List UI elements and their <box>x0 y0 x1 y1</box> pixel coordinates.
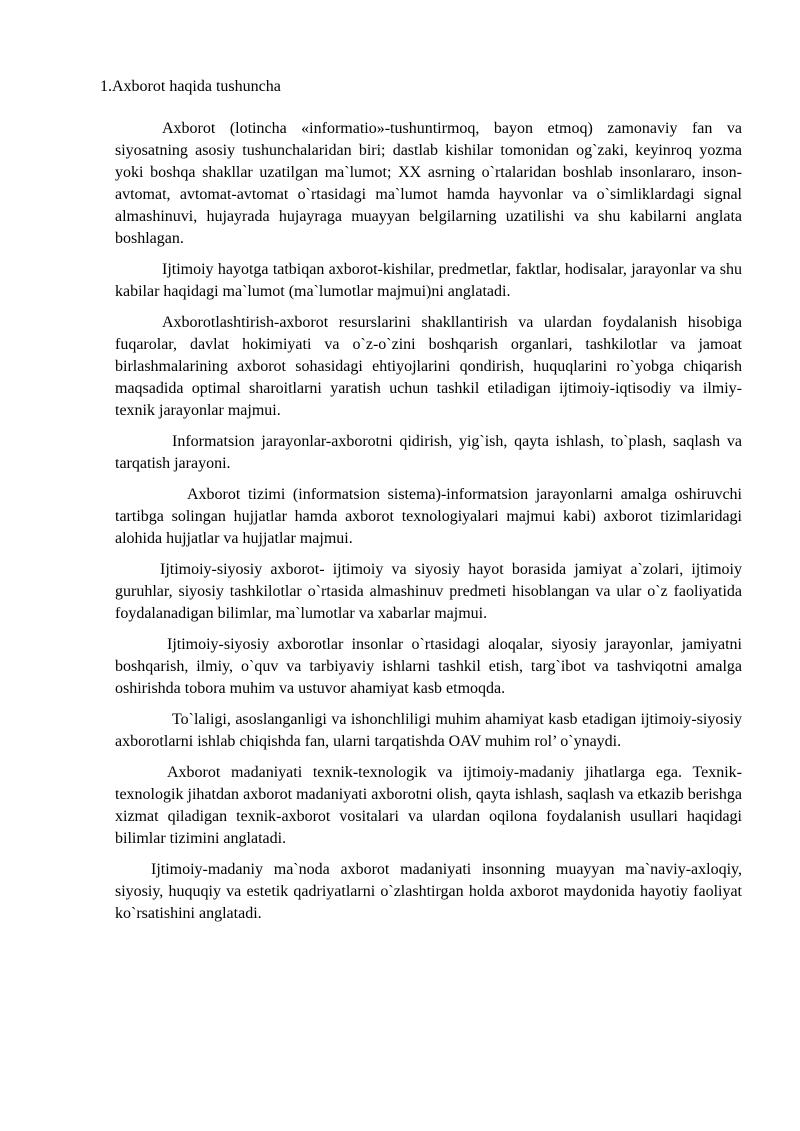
paragraph-informatsion-jarayonlar: Informatsion jarayonlar-axborotni qidirish, yig`ish, qayta ishlash, to`plash, saqlash va tarqatish jarayoni. <box>115 433 742 472</box>
paragraph-axborot-definition: Axborot (lotincha «informatio»-tushuntirmoq, bayon etmoq) zamonaviy fan va siyosatning asosiy tushunchalaridan biri; dastlab kishilar tomonidan og`zaki, keyinroq yozma yoki boshqa shakllar uzatilgan ma`lumot; XX asrning o`rtalaridan boshlab insonlararo, inson-avtomat, avtomat-avtomat o`rtasidagi ma`lumot hamda hayvonlar va o`simliklardagi signal almashinuvi, hujayrada hujayraga muayyan belgilarning uzatilishi va shu kabilarni anglata boshlagan. <box>115 120 742 247</box>
paragraph-axborotlashtirish: Axborotlashtirish-axborot resurslarini shakllantirish va ulardan foydalanish hisobiga fuqarolar, davlat hokimiyati va o`z-o`zini boshqarish organlari, tashkilotlar va jamoat birlashmalarining axborot sohasidagi ehtiyojlarini qondirish, huquqlarini ro`yobga chiqarish maqsadida optimal sharoitlarni yaratish uchun tashkil etiladigan ijtimoiy-iqtisodiy va ilmiy-texnik jarayonlar majmui. <box>115 314 742 419</box>
paragraph-ijtimoiy-siyosiy-axborot: Ijtimoiy-siyosiy axborot- ijtimoiy va siyosiy hayot borasida jamiyat a`zolari, ijtimoiy guruhlar, siyosiy tashkilotlar o`rtasida almashinuv predmeti hisoblangan va ular o`z faoliyatida foydalanadigan bilimlar, ma`lumotlar va xabarlar majmui. <box>115 561 742 622</box>
document-body <box>115 118 742 934</box>
paragraph-social-life-axborot: Ijtimoiy hayotga tatbiqan axborot-kishilar, predmetlar, faktlar, hodisalar, jarayonlar va shu kabilar haqidagi ma`lumot (ma`lumotlar majmui)ni anglatadi. <box>115 261 742 300</box>
paragraph-axborot-tizimi: Axborot tizimi (informatsion sistema)-informatsion jarayonlarni amalga oshiruvchi tartibga solingan hujjatlar hamda axborot texnologiyalari majmui kabi) axborot tizimlaridagi alohida hujjatlar va hujjatlar majmui. <box>115 486 742 547</box>
paragraph-ijtimoiy-siyosiy-axborotlar: Ijtimoiy-siyosiy axborotlar insonlar o`rtasidagi aloqalar, siyosiy jarayonlar, jamiyatni boshqarish, ilmiy, o`quv va tarbiyaviy ishlarni tashkil etish, targ`ibot va tashviqotni amalga oshirishda tobora muhim va ustuvor ahamiyat kasb etmoqda. <box>115 636 742 697</box>
paragraph-tolaligi: To`laligi, asoslanganligi va ishonchliligi muhim ahamiyat kasb etadigan ijtimoiy-siyosiy axborotlarni ishlab chiqishda fan, ularni tarqatishda OAV muhim rol’ o`ynaydi. <box>115 711 742 750</box>
section-heading: 1.Axborot haqida tushuncha <box>100 78 281 95</box>
paragraph-axborot-madaniyati: Axborot madaniyati texnik-texnologik va ijtimoiy-madaniy jihatlarga ega. Texnik-texnologik jihatdan axborot madaniyati axborotni olish, qayta ishlash, saqlash va etkazib berishga xizmat qiladigan texnik-axborot vositalari va ulardan oqilona foydalanish usullari haqidagi bilimlar tizimini anglatadi. <box>115 764 742 847</box>
paragraph-ijtimoiy-madaniy: Ijtimoiy-madaniy ma`noda axborot madaniyati insonning muayyan ma`naviy-axloqiy, siyosiy, huquqiy va estetik qadriyatlarni o`zlashtirgan holda axborot maydonida hayotiy faoliyat ko`rsatishini anglatadi. <box>115 861 742 922</box>
